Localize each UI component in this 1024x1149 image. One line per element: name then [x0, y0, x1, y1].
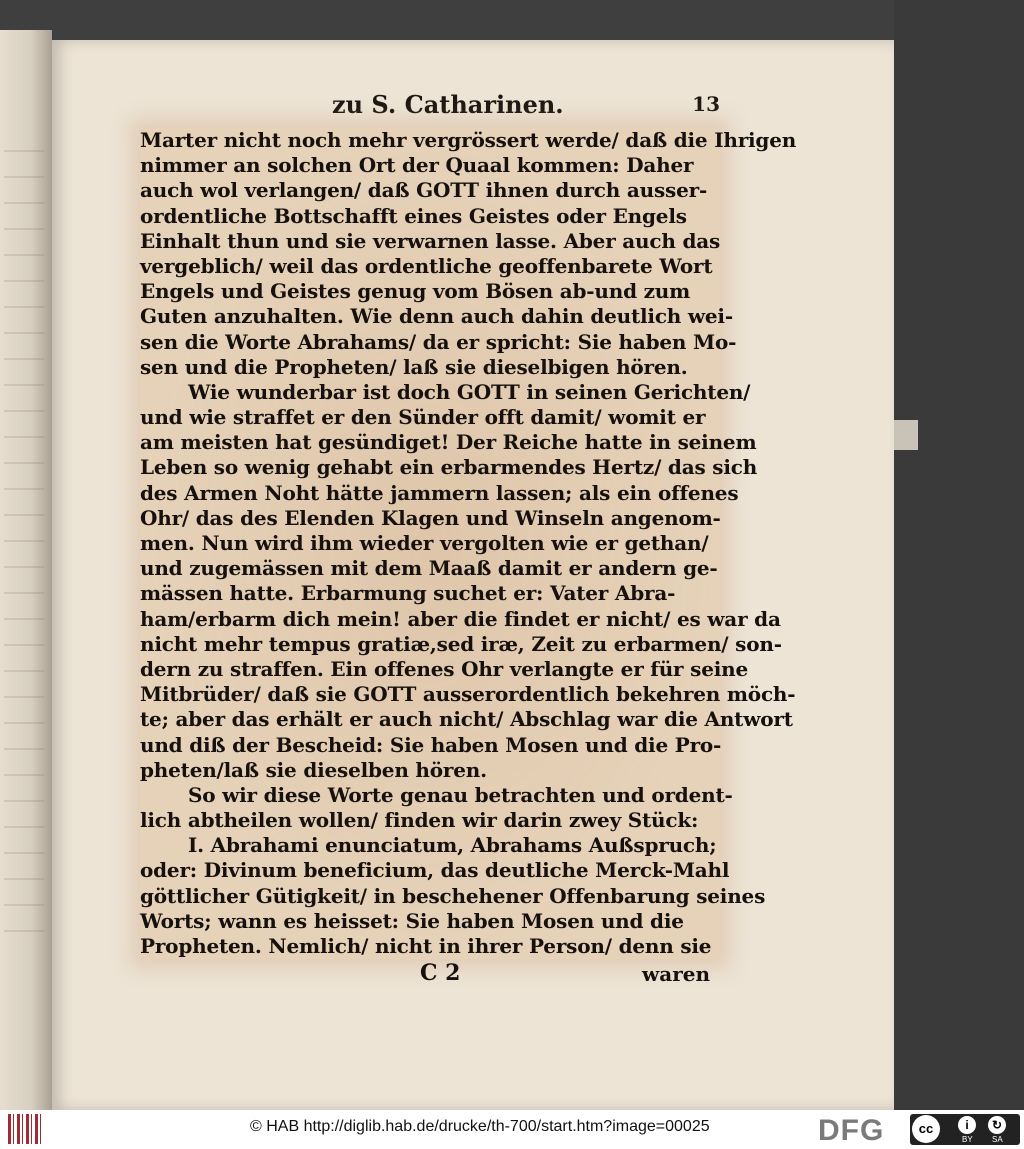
share-alike-icon: ↻	[988, 1116, 1006, 1134]
text-line: oder: Divinum beneficium, das deutliche Merck-Mahl	[140, 858, 730, 883]
text-line: Worts; wann es heisset: Sie haben Mosen und die	[140, 908, 684, 933]
page-number: 13	[692, 92, 720, 116]
text-line: pheten/laß sie dieselben hören.	[140, 757, 487, 782]
text-line: dern zu straffen. Ein offenes Ohr verlangte er für seine	[140, 656, 748, 681]
text-line: und diß der Bescheid: Sie haben Mosen und die Pro-	[140, 732, 722, 757]
text-line: Engels und Geistes genug vom Bösen ab-und zum	[140, 279, 691, 304]
text-line: nicht mehr tempus gratiæ,sed iræ, Zeit zu erbarmen/ son-	[140, 631, 782, 656]
signature-mark: C 2	[420, 960, 461, 986]
text-line: mässen hatte. Erbarmung suchet er: Vater Abra-	[140, 581, 676, 606]
facing-page-text-shadow	[4, 150, 44, 950]
sa-label: SA	[992, 1135, 1003, 1144]
by-label: BY	[962, 1135, 973, 1144]
catchword: waren	[642, 962, 710, 986]
attribution-bar	[0, 1110, 1024, 1149]
text-line: ordentliche Bottschafft eines Geistes oder Engels	[140, 203, 687, 228]
text-line: lich abtheilen wollen/ finden wir darin zwey Stück:	[140, 808, 699, 833]
text-line: Propheten. Nemlich/ nicht in ihrer Person/ denn sie	[140, 934, 712, 958]
page-footer	[420, 960, 720, 992]
text-line: Mitbrüder/ daß sie GOTT ausserordentlich bekehren möch-	[140, 682, 796, 707]
text-line: men. Nun wird ihm wieder vergolten wie er gethan/	[140, 531, 709, 555]
text-line: sen und die Propheten/ laß sie dieselbigen hören.	[140, 354, 688, 379]
text-line: sen die Worte Abrahams/ da er spricht: Sie haben Mo-	[140, 329, 737, 354]
text-line: und zugemässen mit dem Maaß damit er andern ge-	[140, 556, 718, 581]
text-line: nimmer an solchen Ort der Quaal kommen: Daher	[140, 153, 694, 178]
attribution-icon: i	[958, 1116, 976, 1134]
text-line: te; aber das erhält er auch nicht/ Abschlag war die Antwort	[140, 707, 793, 732]
text-line: vergeblich/ weil das ordentliche geoffenbarete Wort	[140, 253, 713, 278]
next-page-edge	[894, 420, 918, 450]
text-line: Ohr/ das des Elenden Klagen und Winseln angenom-	[140, 505, 721, 530]
dfg-logo: DFG	[818, 1114, 885, 1147]
hab-logo-icon	[8, 1114, 42, 1144]
running-head: zu S. Catharinen.	[332, 90, 564, 119]
text-line: Marter nicht noch mehr vergrössert werde/ daß die Ihrigen	[140, 128, 797, 152]
text-line: So wir diese Worte genau betrachten und ordent-	[188, 782, 733, 807]
text-line: auch wol verlangen/ daß GOTT ihnen durch ausser-	[140, 178, 708, 203]
text-line: I. Abrahami enunciatum, Abrahams Außspruch;	[188, 833, 717, 858]
text-line: göttlicher Gütigkeit/ in beschehener Offenbarung seines	[140, 883, 766, 908]
text-line: Guten anzuhalten. Wie denn auch dahin deutlich wei-	[140, 304, 733, 329]
cc-license-badge[interactable]	[910, 1114, 1020, 1145]
text-line: Leben so wenig gehabt ein erbarmendes Hertz/ das sich	[140, 455, 758, 480]
text-line: des Armen Noht hätte jammern lassen; als ein offenes	[140, 480, 739, 505]
facing-page-edge	[0, 30, 52, 1110]
text-line: und wie straffet er den Sünder offt damit/ womit er	[140, 405, 706, 430]
text-line: Wie wunderbar ist doch GOTT in seinen Gerichten/	[188, 379, 751, 404]
cc-icon: cc	[912, 1115, 940, 1143]
right-background	[894, 0, 1024, 1110]
credit-link[interactable]: © HAB http://diglib.hab.de/drucke/th-700/start.htm?image=00025	[250, 1118, 710, 1135]
body-text	[140, 128, 797, 959]
text-line: am meisten hat gesündiget! Der Reiche hatte in seinem	[140, 430, 757, 455]
text-line: Einhalt thun und sie verwarnen lasse. Aber auch das	[140, 228, 721, 253]
page-header	[260, 90, 720, 126]
text-line: ham/erbarm dich mein! aber die findet er nicht/ es war da	[140, 606, 781, 631]
